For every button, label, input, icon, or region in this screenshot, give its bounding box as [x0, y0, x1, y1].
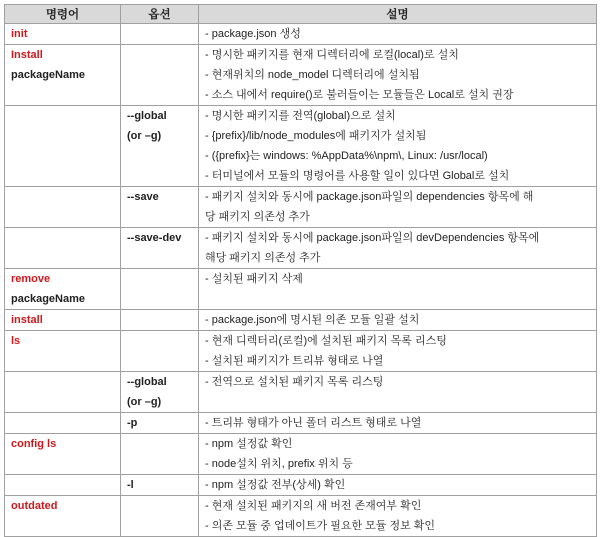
description-line: - 패키지 설치와 동시에 package.json파일의 devDependencies 항목에	[205, 232, 540, 244]
description-cell	[199, 434, 597, 475]
option-text: --save	[127, 191, 159, 203]
description-cell	[199, 45, 597, 106]
command-cell	[5, 331, 121, 372]
command-cell	[5, 434, 121, 475]
option-cell	[121, 106, 199, 187]
description-line: - npm 설정값 확인	[205, 438, 293, 450]
command-name: install	[11, 314, 43, 326]
table-row	[5, 434, 597, 475]
command-cell	[5, 310, 121, 331]
table-row	[5, 331, 597, 372]
table-row	[5, 24, 597, 45]
description-line: - 현재 설치된 패키지의 새 버전 존재여부 확인	[205, 500, 422, 512]
table-row	[5, 496, 597, 537]
description-line: - 의존 모듈 중 업데이트가 필요한 모듈 정보 확인	[205, 520, 436, 532]
description-line: - {prefix}/lib/node_modules에 패키지가 설치됨	[205, 130, 427, 142]
command-cell	[5, 496, 121, 537]
description-line: - ({prefix}는 windows: %AppData%\npm\, Linux: /usr/local)	[205, 150, 488, 162]
table-row	[5, 187, 597, 228]
option-cell	[121, 331, 199, 372]
description-cell	[199, 331, 597, 372]
header-command: 명령어	[5, 5, 121, 24]
option-cell	[121, 496, 199, 537]
option-cell	[121, 187, 199, 228]
description-line: - package.json 생성	[205, 28, 301, 40]
command-cell	[5, 106, 121, 187]
option-cell	[121, 372, 199, 413]
table-row	[5, 475, 597, 496]
option-cell	[121, 434, 199, 475]
description-line: 해당 패키지 의존성 추가	[205, 252, 321, 264]
option-text: --save-dev	[127, 232, 182, 244]
description-cell	[199, 106, 597, 187]
option-text: (or –g)	[127, 130, 162, 142]
description-line: - 패키지 설치와 동시에 package.json파일의 dependencies 항목에 해	[205, 191, 534, 203]
option-cell	[121, 269, 199, 310]
table-row	[5, 413, 597, 434]
header-description: 설명	[199, 5, 597, 24]
command-name: config ls	[11, 438, 57, 450]
command-name: ls	[11, 335, 21, 347]
command-name: init	[11, 28, 28, 40]
description-line: - 소스 내에서 require()로 불러들이는 모듈들은 Local로 설치 권장	[205, 89, 514, 101]
command-cell	[5, 269, 121, 310]
description-cell	[199, 269, 597, 310]
description-line: - 설치된 패키지가 트리뷰 형태로 나열	[205, 355, 384, 367]
option-cell	[121, 24, 199, 45]
description-line: - 명시한 패키지를 전역(global)으로 설치	[205, 110, 396, 122]
option-cell	[121, 45, 199, 106]
table-row	[5, 45, 597, 106]
command-cell	[5, 228, 121, 269]
table-row	[5, 106, 597, 187]
option-text: -p	[127, 417, 138, 429]
description-line: - 터미널에서 모듈의 명령어를 사용할 일이 있다면 Global로 설치	[205, 170, 510, 182]
option-text: (or –g)	[127, 396, 162, 408]
description-line: - 명시한 패키지를 현재 디렉터리에 로컬(local)로 설치	[205, 49, 459, 61]
command-name: remove	[11, 273, 51, 285]
description-cell	[199, 228, 597, 269]
option-cell	[121, 310, 199, 331]
option-text: --global	[127, 110, 167, 122]
description-cell	[199, 496, 597, 537]
description-line: - 현재위치의 node_model 디렉터리에 설치됨	[205, 69, 420, 81]
description-cell	[199, 187, 597, 228]
header-row	[5, 5, 597, 24]
description-line: - 전역으로 설치된 패키지 목록 리스팅	[205, 376, 384, 388]
description-line: - 현재 디렉터리(로컬)에 설치된 패키지 목록 리스팅	[205, 335, 447, 347]
description-line: 당 패키지 의존성 추가	[205, 211, 310, 223]
option-cell	[121, 228, 199, 269]
command-argument: packageName	[11, 293, 85, 305]
description-cell	[199, 475, 597, 496]
description-line: - 트리뷰 형태가 아닌 폴더 리스트 형태로 나열	[205, 417, 422, 429]
table-body	[5, 24, 597, 537]
option-text: -l	[127, 479, 134, 491]
option-cell	[121, 475, 199, 496]
command-cell	[5, 475, 121, 496]
table-row	[5, 228, 597, 269]
command-cell	[5, 187, 121, 228]
command-cell	[5, 413, 121, 434]
description-line: - 설치된 패키지 삭제	[205, 273, 303, 285]
description-cell	[199, 413, 597, 434]
description-line: - npm 설정값 전부(상세) 확인	[205, 479, 346, 491]
description-cell	[199, 372, 597, 413]
description-line: - package.json에 명시된 의존 모듈 일괄 설치	[205, 314, 420, 326]
command-cell	[5, 24, 121, 45]
command-name: Install	[11, 49, 43, 61]
table-row	[5, 269, 597, 310]
command-cell	[5, 372, 121, 413]
command-name: outdated	[11, 500, 58, 512]
description-cell	[199, 310, 597, 331]
description-cell	[199, 24, 597, 45]
option-cell	[121, 413, 199, 434]
command-argument: packageName	[11, 69, 85, 81]
npm-command-table	[4, 4, 597, 537]
table-row	[5, 310, 597, 331]
header-option: 옵션	[121, 5, 199, 24]
description-line: - node설치 위치, prefix 위치 등	[205, 458, 353, 470]
table-row	[5, 372, 597, 413]
command-cell	[5, 45, 121, 106]
option-text: --global	[127, 376, 167, 388]
